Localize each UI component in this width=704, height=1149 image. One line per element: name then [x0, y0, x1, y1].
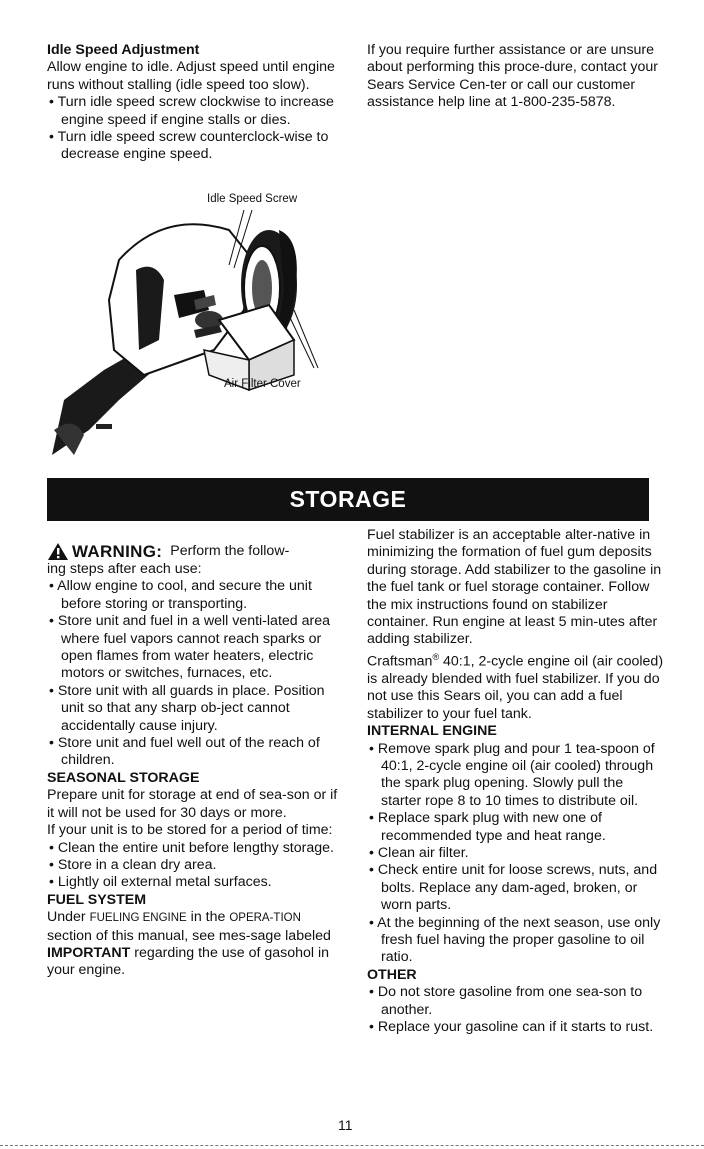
storage-left-column — [47, 542, 347, 980]
page-number: 11 — [338, 1117, 353, 1133]
storage-title: STORAGE — [289, 486, 407, 512]
seasonal-bullet-3: • Lightly oil external metal surfaces. — [49, 874, 272, 891]
seasonal-storage-heading: SEASONAL STORAGE — [47, 769, 200, 786]
warning-bullet-1: • Allow engine to cool, and secure the unit before storing or transporting. — [49, 578, 312, 612]
idle-bullet-2: • Turn idle speed screw counterclock-wise to decrease engine speed. — [49, 129, 329, 163]
idle-speed-screw-label: Idle Speed Screw — [207, 193, 298, 205]
stabilizer-p1: Fuel stabilizer is an acceptable alter-native in minimizing the formation of fuel gum deposits during storage. Add stabilizer to the gasoline in the fuel tank or fuel storage container. Follow the mix instructions found on stabilizer container. Run engine at least 5 min-utes after adding stabilizer. — [367, 527, 662, 648]
assistance-section — [367, 42, 667, 112]
warning-icon — [47, 542, 69, 561]
air-filter-cover-label: Air Filter Cover — [224, 378, 301, 390]
warning-word: WARNING: — [72, 541, 163, 561]
seasonal-p1: Prepare unit for storage at end of sea-son or if it will not be used for 30 days or more. — [47, 787, 338, 821]
warning-lead: Perform the follow- — [170, 542, 290, 559]
warning-line — [47, 542, 347, 561]
seasonal-bullet-1: • Clean the entire unit before lengthy storage. — [49, 839, 334, 856]
stabilizer-p2: Craftsman® 40:1, 2-cycle engine oil (air cooled) is already blended with fuel stabilizer. If you do not use this Sears oil, you can add a fuel stabilizer to your fuel tank. — [367, 651, 664, 722]
other-bullet-2: • Replace your gasoline can if it starts to rust. — [369, 1019, 654, 1036]
internal-bullet-5: • At the beginning of the next season, use only fresh fuel having the proper gasoline to oil ratio. — [369, 914, 661, 966]
internal-bullet-1: • Remove spark plug and pour 1 tea-spoon of 40:1, 2-cycle engine oil (air cooled) through the spark plug opening. Slowly pull the starter rope 8 to 10 times to distribute oil. — [369, 740, 655, 809]
storage-banner — [47, 478, 649, 521]
fuel-system-heading: FUEL SYSTEM — [47, 891, 147, 908]
storage-right-column — [367, 527, 667, 1037]
fuel-system-text: Under FUELING ENGINE in the OPERA-TION section of this manual, see mes-sage labeled IMPORTANT regarding the use of gasohol in your engine. — [47, 909, 331, 979]
internal-bullet-3: • Clean air filter. — [369, 845, 469, 862]
idle-speed-intro: Allow engine to idle. Adjust speed until engine runs without stalling (idle speed too slow). — [47, 59, 335, 93]
other-bullet-1: • Do not store gasoline from one sea-son to another. — [369, 984, 643, 1018]
other-heading: OTHER — [367, 966, 417, 983]
assistance-text: If you require further assistance or are unsure about performing this proce-dure, contact your Sears Service Cen-ter or call our customer assistance help line at 1-800-235-5878. — [367, 42, 658, 111]
warning-rest: ing steps after each use: — [47, 561, 202, 577]
warning-bullet-2: • Store unit and fuel in a well venti-lated area where fuel vapors cannot reach sparks or open flames from water heaters, electric motors or switches, furnaces, etc. — [49, 613, 331, 682]
idle-speed-heading: Idle Speed Adjustment — [47, 42, 200, 58]
engine-illustration — [44, 200, 334, 470]
seasonal-bullet-2: • Store in a clean dry area. — [49, 856, 217, 873]
warning-bullet-3: • Store unit with all guards in place. Position unit so that any sharp ob-ject cannot accidentally cause injury. — [49, 682, 325, 734]
idle-bullet-1: • Turn idle speed screw clockwise to increase engine speed if engine stalls or dies. — [49, 94, 334, 128]
page-bottom-rule — [0, 1145, 704, 1146]
internal-bullet-4: • Check entire unit for loose screws, nuts, and bolts. Replace any dam-aged, broken, or worn parts. — [369, 862, 658, 914]
idle-speed-section — [47, 42, 347, 164]
seasonal-p2: If your unit is to be stored for a period of time: — [47, 822, 333, 839]
warning-bullet-4: • Store unit and fuel well out of the reach of children. — [49, 735, 320, 769]
trimmer-engine-figure — [44, 193, 334, 470]
internal-bullet-2: • Replace spark plug with new one of recommended type and heat range. — [369, 810, 606, 844]
internal-engine-heading: INTERNAL ENGINE — [367, 723, 497, 740]
